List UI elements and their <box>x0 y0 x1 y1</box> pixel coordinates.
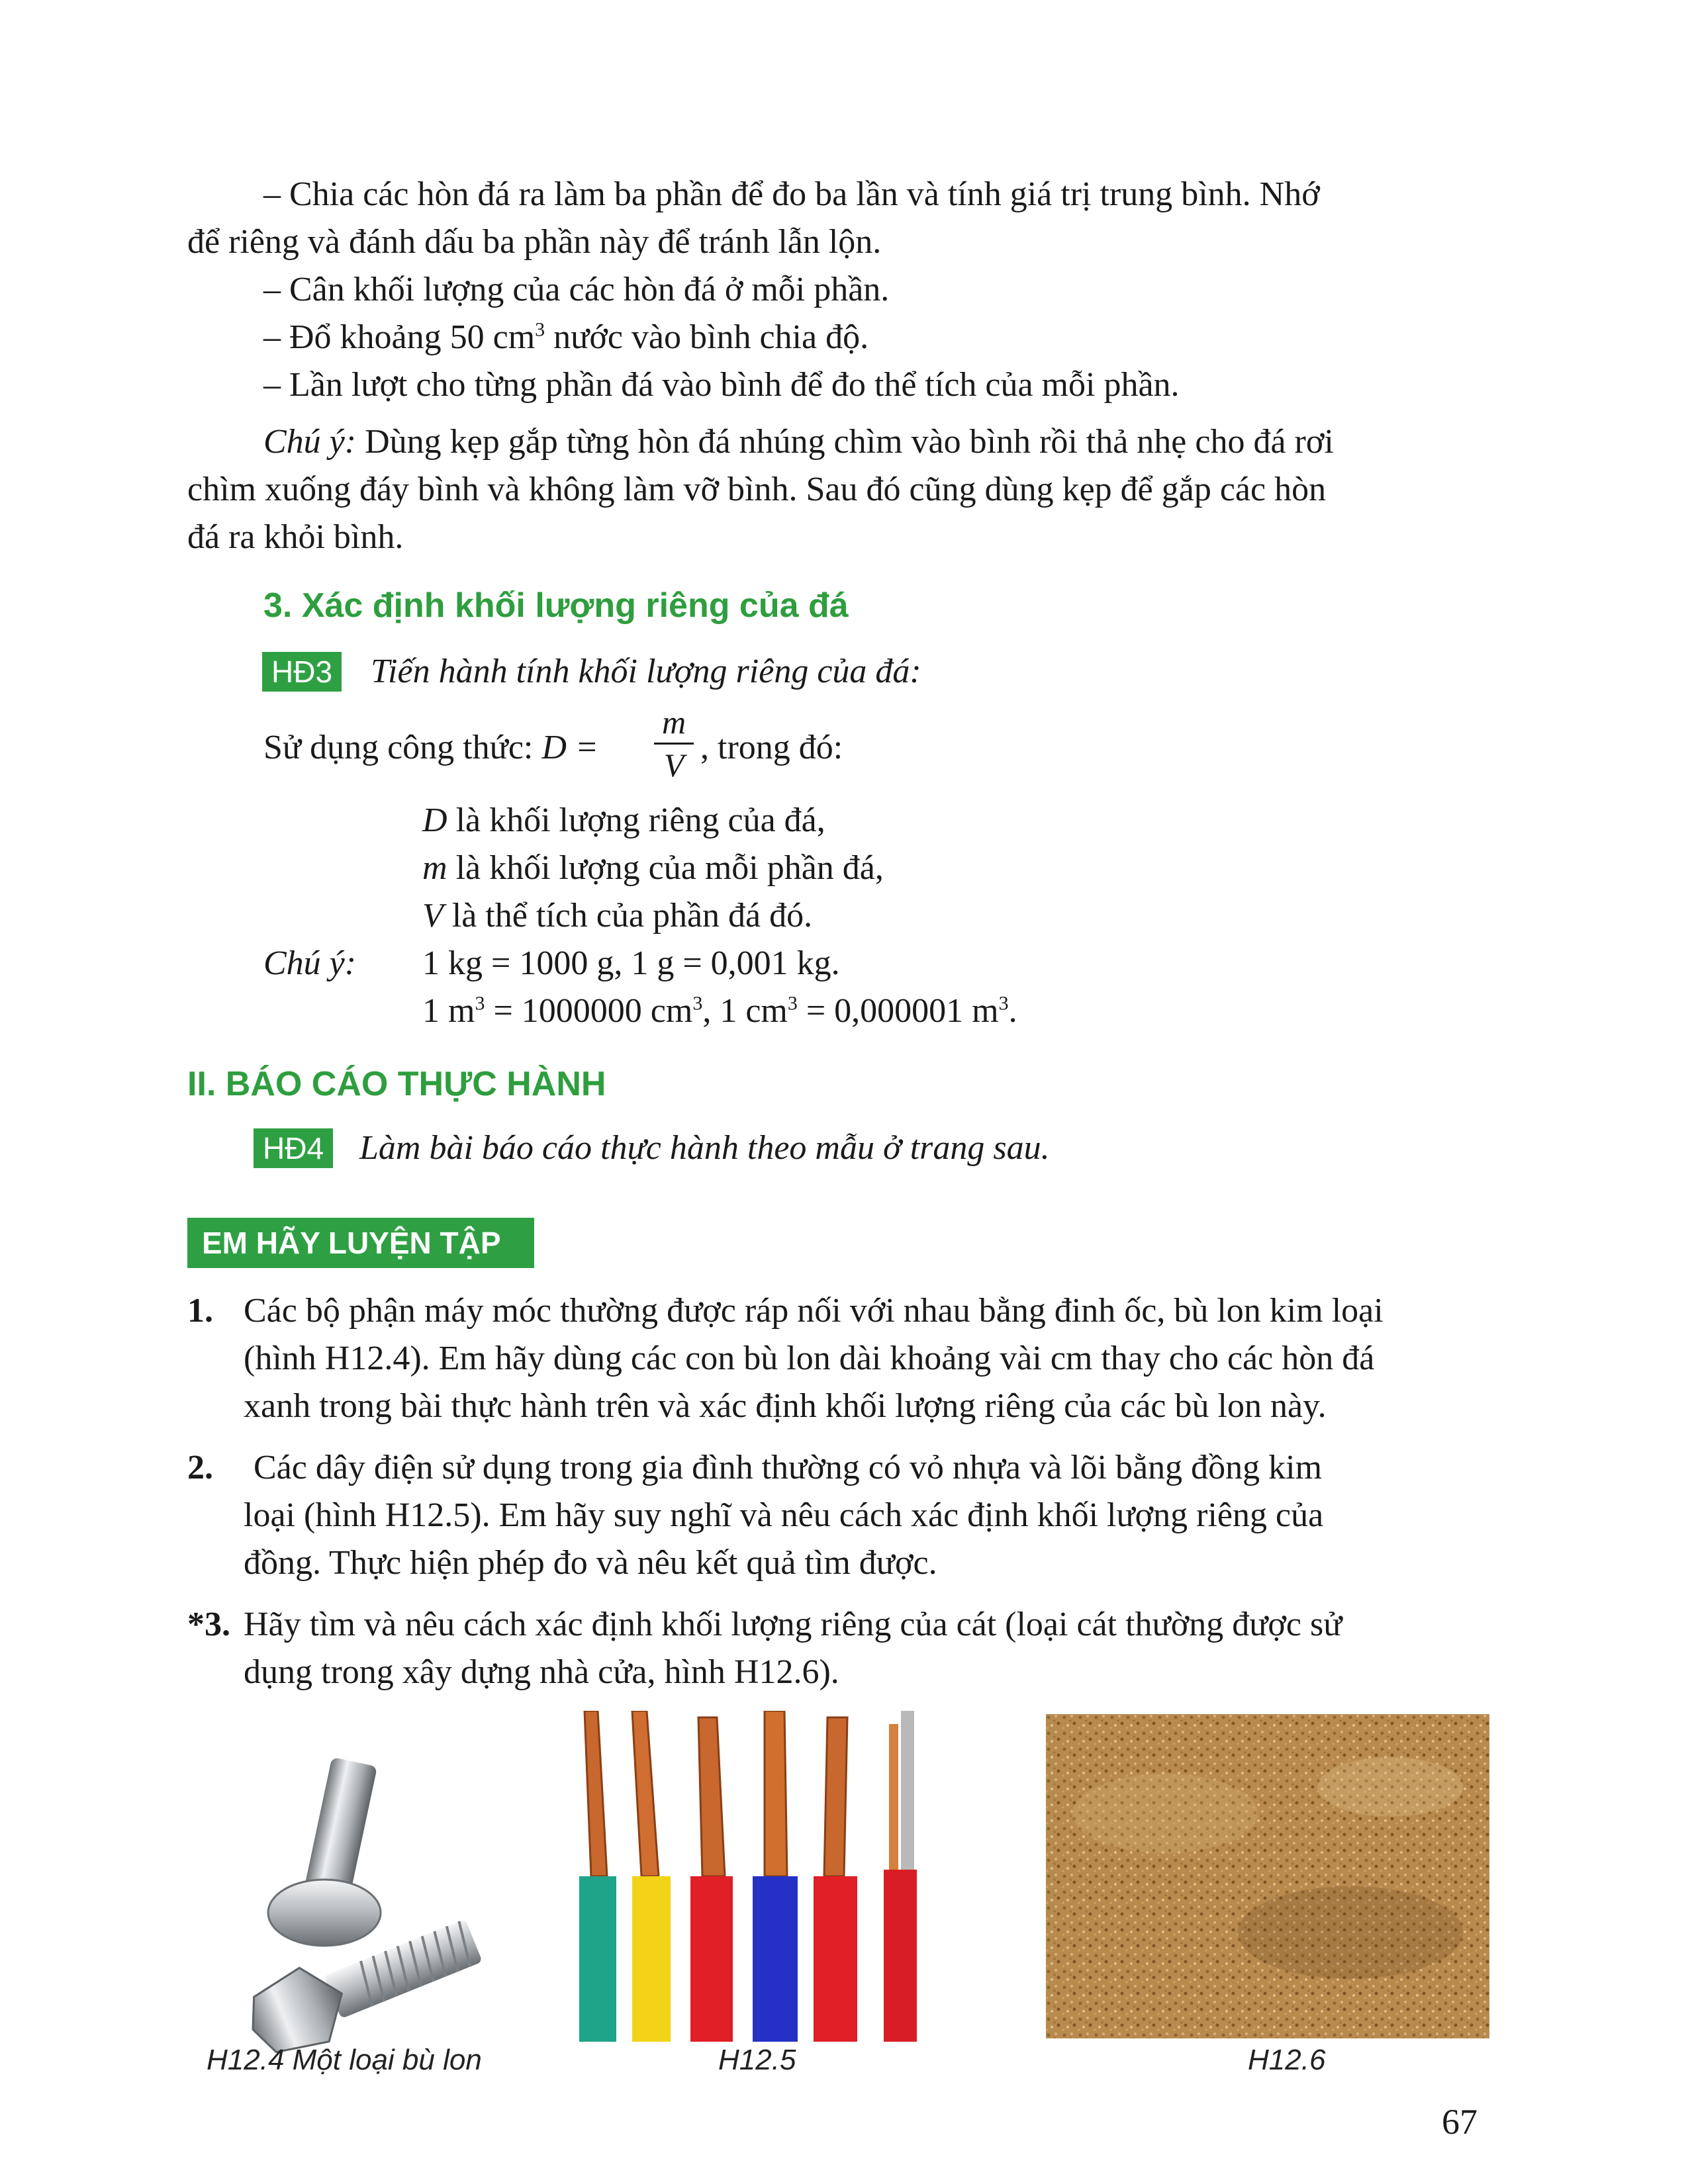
section-ii-title: II. BÁO CÁO THỰC HÀNH <box>187 1065 606 1103</box>
figure-caption-h12-4: H12.4 Một loại bù lon <box>207 2044 482 2076</box>
wire-yellow <box>632 1711 671 2042</box>
question-1-line-1: Các bộ phận máy móc thường được ráp nối với nhau bằng đinh ốc, bù lon kim loại <box>244 1292 1383 1330</box>
question-2-line-3: đồng. Thực hiện phép đo và nêu kết quả tìm được. <box>244 1544 937 1582</box>
note-label-2: Chú ý: <box>263 944 357 982</box>
practice-banner: EM HÃY LUYỆN TẬP <box>187 1218 534 1268</box>
activity-tag-hd3: HĐ3 <box>262 652 342 692</box>
step-pour: – Đổ khoảng 50 $cm^3$ nước vào bình chia độ. <box>263 318 869 356</box>
question-1-line-2: (hình H12.4). Em hãy dùng các con bù lon dài khoảng vài cm thay cho các hòn đá <box>244 1340 1375 1377</box>
note-line-2: chìm xuống đáy bình và không làm vỡ bình. Sau đó cũng dùng kẹp để gắp các hòn <box>187 471 1327 508</box>
question-3-number: *3. <box>187 1606 230 1643</box>
step-measure: – Lần lượt cho từng phần đá vào bình để đo thể tích của mỗi phần. <box>263 366 1180 404</box>
question-2-number: 2. <box>187 1449 213 1486</box>
wire-green <box>579 1711 616 2042</box>
wire-solid-core <box>884 1711 917 2042</box>
formula-suffix: , trong đó: <box>700 729 843 766</box>
figure-caption-h12-6: H12.6 <box>1248 2044 1326 2076</box>
definition-v: V là thể tích của phần đá đó. <box>422 897 813 934</box>
wire-red <box>690 1717 733 2042</box>
step-divide-cont: để riêng và đánh dấu ba phần này để tránh lẫn lộn. <box>187 223 882 261</box>
activity-tag-hd4: HĐ4 <box>254 1128 333 1168</box>
wire-red-2 <box>814 1717 857 2042</box>
formula-numerator: m <box>661 704 686 741</box>
formula-denominator: V <box>663 747 684 784</box>
question-2-line-2: loại (hình H12.5). Em hãy suy nghĩ và nêu cách xác định khối lượng riêng của <box>244 1496 1324 1534</box>
note-line-3: đá ra khỏi bình. <box>187 518 404 556</box>
unit-conversion-volume: 1 $m^3 = 1000000$ $cm^3$, 1 $cm^3 = 0,000001$ $m^3$. <box>422 992 1017 1030</box>
activity-hd3-task: Tiến hành tính khối lượng riêng của đá: <box>371 653 921 690</box>
definition-d: D là khối lượng riêng của đá, <box>422 801 825 839</box>
step-weigh: – Cân khối lượng của các hòn đá ở mỗi phần. <box>263 271 890 308</box>
step-divide: – Chia các hòn đá ra làm ba phần để đo ba lần và tính giá trị trung bình. Nhớ <box>263 175 1320 213</box>
wire-blue <box>753 1711 798 2042</box>
bolts-image <box>218 1721 523 2065</box>
question-1-number: 1. <box>187 1292 213 1330</box>
question-3-line-1: Hãy tìm và nêu cách xác định khối lượng riêng của cát (loại cát thường được sử <box>244 1606 1342 1643</box>
formula-line: Sử dụng công thức: D = <box>263 729 598 766</box>
formula-fraction <box>654 703 694 784</box>
sand-image <box>1046 1714 1489 2038</box>
question-3-line-2: dụng trong xây dựng nhà cửa, hình H12.6). <box>244 1653 839 1691</box>
upright-bolt <box>268 1757 381 1946</box>
question-2-line-1: Các dây điện sử dụng trong gia đình thường có vỏ nhựa và lõi bằng đồng kim <box>254 1449 1323 1486</box>
fraction-bar <box>654 743 694 745</box>
activity-hd4-task: Làm bài báo cáo thực hành theo mẫu ở trang sau. <box>359 1129 1050 1167</box>
section-3-title: 3. Xác định khối lượng riêng của đá <box>263 586 849 625</box>
page-number: 67 <box>1442 2102 1477 2142</box>
question-1-line-3: xanh trong bài thực hành trên và xác định khối lượng riêng của các bù lon này. <box>244 1387 1327 1425</box>
note-line-1: Chú ý: Dùng kẹp gắp từng hòn đá nhúng chìm vào bình rồi thả nhẹ cho đá rơi <box>263 423 1334 461</box>
definition-m: m là khối lượng của mỗi phần đá, <box>422 849 884 887</box>
figure-caption-h12-5: H12.5 <box>718 2044 796 2076</box>
unit-conversion-mass: 1 kg = 1000 g, 1 g = 0,001 kg. <box>422 944 840 982</box>
electric-wires-image <box>566 1711 963 2042</box>
